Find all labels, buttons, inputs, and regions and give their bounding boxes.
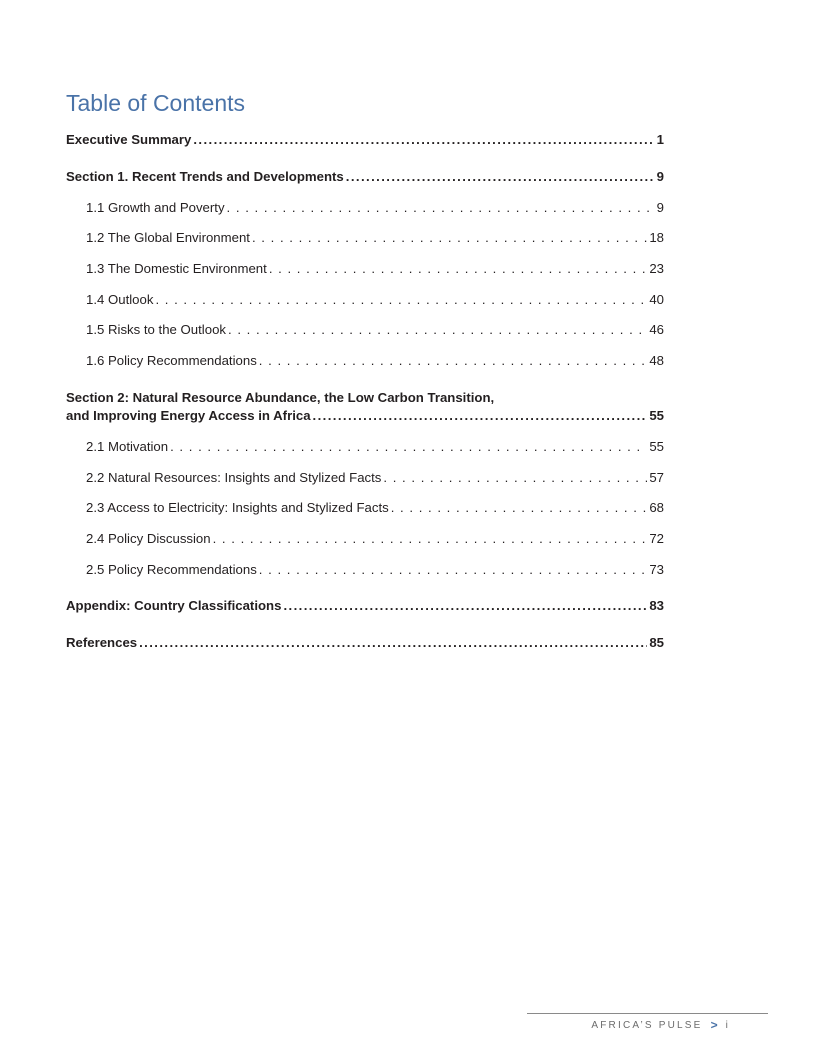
toc-entry-page: 57	[649, 470, 664, 485]
toc-entry-page: 73	[649, 562, 664, 577]
toc-entry-label: 1.6 Policy Recommendations	[86, 353, 257, 368]
dot-leader	[259, 561, 648, 578]
toc-entry-page: 18	[649, 230, 664, 245]
toc-entry-page: 46	[649, 322, 664, 337]
toc-entry-page: 83	[649, 598, 664, 613]
dot-leader	[259, 352, 648, 369]
toc-entry-label: Executive Summary	[66, 132, 192, 147]
toc-entry-label: Appendix: Country Classifications	[66, 598, 282, 613]
toc-entry-1-5[interactable]	[86, 321, 664, 338]
footer-rule	[527, 1013, 768, 1014]
dot-leader	[269, 260, 648, 277]
toc-entry-page: 40	[649, 292, 664, 307]
toc-entry-2-3[interactable]	[86, 499, 664, 516]
toc-entry-executive-summary[interactable]	[66, 131, 664, 148]
dot-leader	[213, 530, 648, 547]
toc-entry-label: 1.5 Risks to the Outlook	[86, 322, 227, 337]
page-title: Table of Contents	[66, 90, 246, 116]
dot-leader	[155, 291, 647, 308]
toc-entry-2-5[interactable]	[86, 561, 664, 578]
toc-entry-2-4[interactable]	[86, 530, 664, 547]
toc-entry-2-1[interactable]	[86, 438, 664, 455]
dot-leader	[383, 469, 647, 486]
toc-entry-1-4[interactable]	[86, 291, 664, 308]
toc-entry-page: 1	[656, 132, 664, 147]
toc-section-2-heading-line1[interactable]: Section 2: Natural Resource Abundance, the Low Carbon Transition,	[66, 390, 495, 405]
toc-entry-label: 1.3 The Domestic Environment	[86, 261, 267, 276]
toc-entry-page: 68	[649, 500, 664, 515]
toc-entry-1-1[interactable]	[86, 199, 664, 216]
toc-entry-label: 1.1 Growth and Poverty	[86, 200, 225, 215]
dot-leader	[170, 438, 647, 455]
toc-entry-page: 9	[656, 200, 664, 215]
dot-leader	[228, 321, 647, 338]
toc-entry-section-2[interactable]	[66, 407, 664, 424]
toc-entry-section-1[interactable]	[66, 168, 664, 185]
page-footer	[591, 1018, 730, 1032]
dot-leader	[193, 131, 654, 148]
toc-entry-page: 72	[649, 531, 664, 546]
toc-entry-label: 2.2 Natural Resources: Insights and Stylized Facts	[86, 470, 382, 485]
toc-entry-label: 2.5 Policy Recommendations	[86, 562, 257, 577]
dot-leader	[252, 229, 647, 246]
footer-publication-name: AFRICA’S PULSE	[591, 1019, 703, 1031]
dot-leader	[227, 199, 655, 216]
toc-entry-page: 23	[649, 261, 664, 276]
footer-page-number: i	[725, 1019, 730, 1031]
toc-entry-label: and Improving Energy Access in Africa	[66, 408, 311, 423]
dot-leader	[391, 499, 648, 516]
toc-entry-2-2[interactable]	[86, 469, 664, 486]
toc-entry-page: 9	[656, 169, 664, 184]
toc-entry-1-2[interactable]	[86, 229, 664, 246]
toc-entry-label: 2.4 Policy Discussion	[86, 531, 211, 546]
dot-leader	[139, 634, 647, 651]
toc-entry-1-6[interactable]	[86, 352, 664, 369]
toc-entry-page: 85	[649, 635, 664, 650]
dot-leader	[283, 597, 647, 614]
toc-entry-label: 1.4 Outlook	[86, 292, 154, 307]
toc-entry-label: 2.1 Motivation	[86, 439, 169, 454]
toc-entry-page: 55	[649, 408, 664, 423]
toc-entry-label: References	[66, 635, 138, 650]
toc-entry-page: 55	[649, 439, 664, 454]
toc-entry-label: 1.2 The Global Environment	[86, 230, 250, 245]
dot-leader	[346, 168, 655, 185]
toc-entry-label: 2.3 Access to Electricity: Insights and Stylized Facts	[86, 500, 389, 515]
toc-entry-label: Section 1. Recent Trends and Developments	[66, 169, 344, 184]
dot-leader	[313, 407, 648, 424]
toc-entry-1-3[interactable]	[86, 260, 664, 277]
toc-entry-appendix[interactable]	[66, 597, 664, 614]
toc-entry-page: 48	[649, 353, 664, 368]
toc-entry-references[interactable]	[66, 634, 664, 651]
chevron-right-icon: >	[710, 1018, 718, 1032]
